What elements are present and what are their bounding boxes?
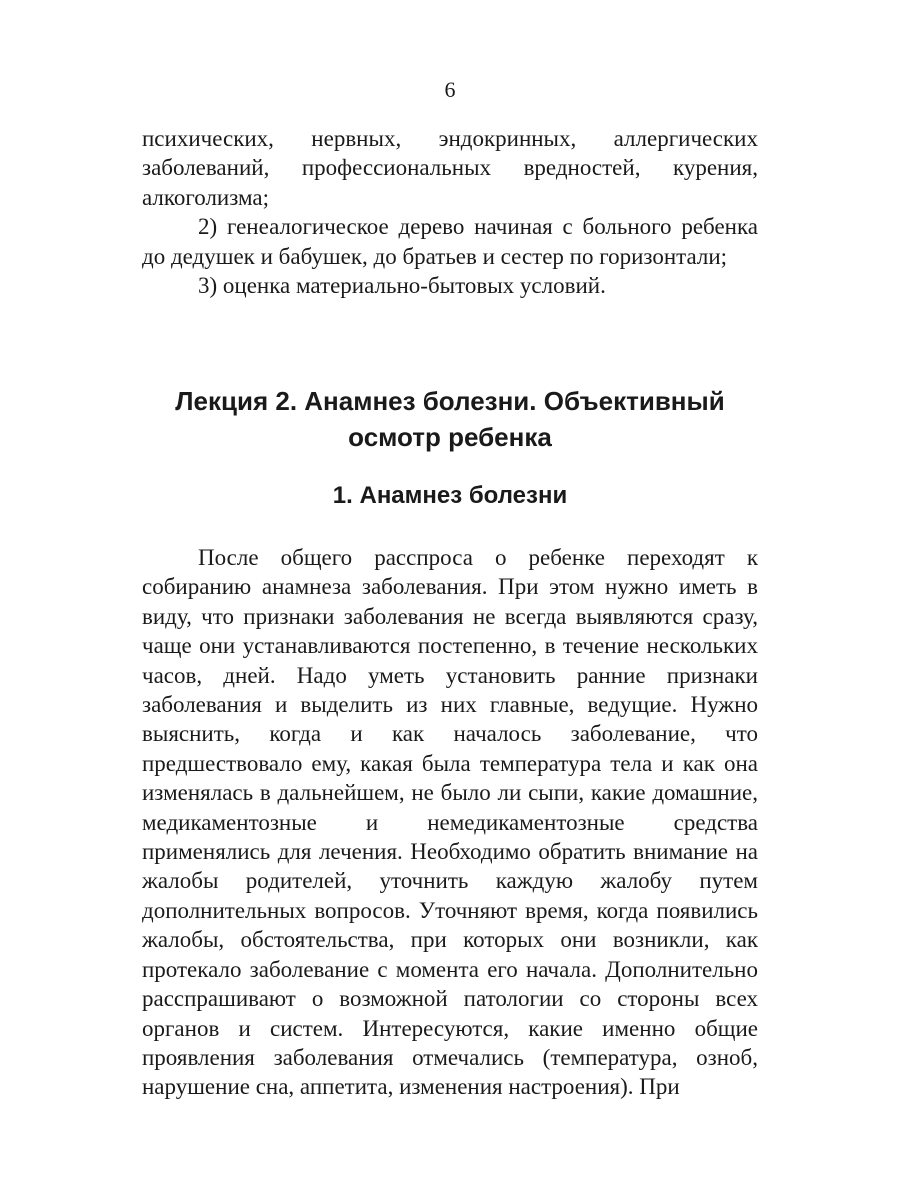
intro-paragraph-genealogy: 2) генеалогическое дерево начиная с больного ребенка до дедушек и бабушек, до братьев и сестер по горизонтали; [142,214,758,269]
book-page [142,0,758,1200]
section-title: 1. Анамнез болезни [332,482,568,509]
section-body [142,543,758,1102]
intro-text [142,124,758,300]
section-paragraph: После общего расспроса о ребенке переходят к собиранию анамнеза заболевания. При этом нужно иметь в виду, что признаки заболевания не всегда выявляются сразу, чаще они устанавливаются постепенно, в течение нескольких часов, дней. Надо уметь установить ранние признаки заболевания и выделить из них главные, ведущие. Нужно выяснить, когда и как началось заболевание, что предшествовало ему, какая была температура тела и как она изменялась в дальнейшем, не было ли сыпи, какие домашние, медикаментозные и немедикаментозные средства применялись для лечения. Необходимо обратить внимание на жалобы родителей, уточнить каждую жалобу путем дополнительных вопросов. Уточняют время, когда появились жалобы, обстоятельства, при которых они возникли, как протекало заболевание с момента его начала. Дополнительно расспрашивают о возможной патологии со стороны всех органов и систем. Интересуются, какие именно общие проявления заболевания отмечались (температура, озноб, нарушение сна, аппетита, изменения настроения). При [142,545,758,1100]
intro-paragraph-continuation: психических, нервных, эндокринных, аллергических заболеваний, профессиональных вредностей, курения, алкоголизма; [142,126,758,210]
page-number: 6 [444,77,456,102]
intro-paragraph-living-conditions: 3) оценка материально-бытовых условий. [198,273,606,299]
lecture-title: Лекция 2. Анамнез болезни. Объективный осмотр ребенка [175,386,725,452]
